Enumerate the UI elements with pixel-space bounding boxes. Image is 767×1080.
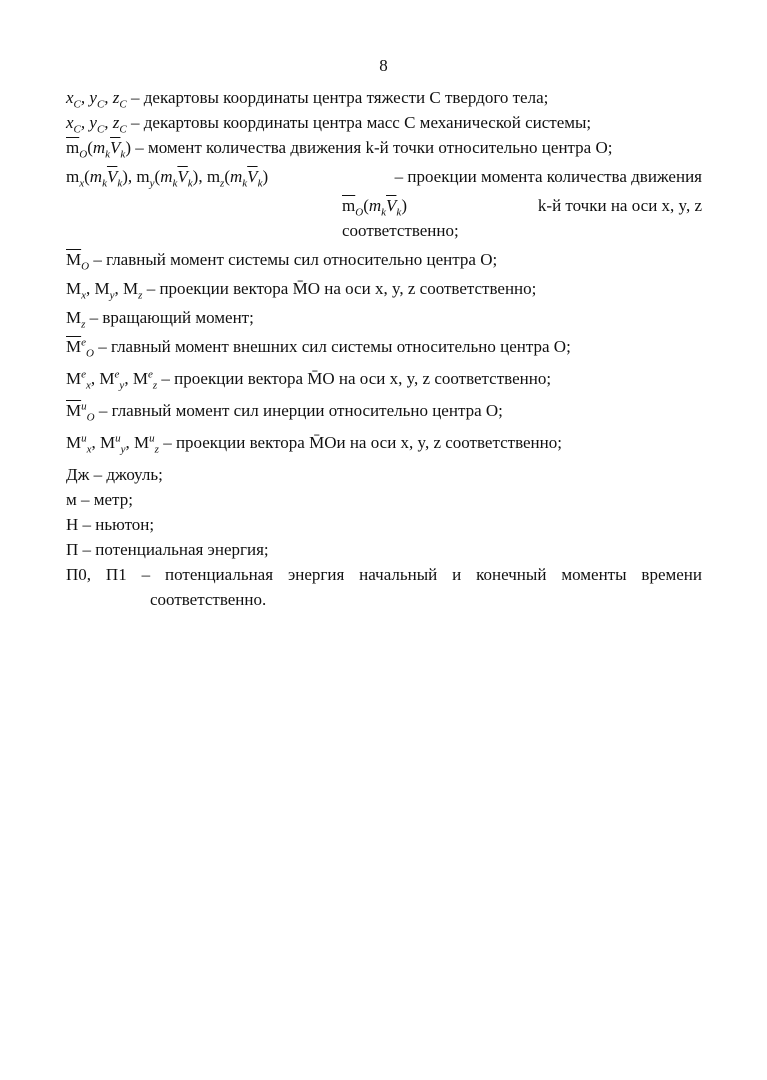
def-torque: $M_z$ – вращающий момент; [66, 308, 254, 331]
symbol-Mx-My-Mz: $M_x$, $M_y$, $M_z$ [66, 279, 143, 302]
page-number: 8 [379, 56, 388, 75]
def-inertia-moment-projections: $M^и_x$, $M^и_y$, $M^и_z$ – проекции вектора M̄Oи на оси x, y, z соответственно; [66, 432, 562, 456]
def-joule: Дж – джоуль; [66, 465, 163, 484]
def-momentum-moment: $\overline{m}_O(m_k\overline{V}_k)$ – момент количества движения k-й точки относительно центра O; [66, 138, 613, 161]
def-newton: Н – ньютон; [66, 515, 155, 534]
symbol-m-o-mkvk: $\overline{m}_O(m_k\overline{V}_k)$ [66, 138, 131, 161]
symbol-Mxyz-e: $M^e_x$, $M^e_y$, $M^e_z$ [66, 368, 158, 392]
def-inertia-moment: $\overline{M}^и_O$ – главный момент сил инерции относительно центра O; [66, 400, 503, 424]
symbol-Mxyz-i: $M^и_x$, $M^и_y$, $M^и_z$ [66, 432, 159, 456]
def-momentum-projections: $m_x(m_k\overline{V}_k)$, $m_y(m_k\overline{V}_k)$, $m_z(m_k\overline{V}_k)$ – проекции момента количества движения $\overline{m}_O(m_k\overline{V}_k)$ k-й точки на оси x, y, z соответственно; [66, 167, 702, 240]
def-potential-energy: П – потенциальная энергия; [66, 540, 269, 559]
def-meter: м – метр; [66, 490, 133, 509]
symbol-xyz-c: $x_C$, $y_C$, $z_C$ [66, 88, 127, 111]
symbol-MO-i: $\overline{M}^и_O$ [66, 400, 95, 424]
definitions-list [66, 86, 702, 611]
def-external-moment: $\overline{M}^e_O$ – главный момент внешних сил системы относительно центра O; [66, 336, 571, 360]
symbol-MO-e: $\overline{M}^e_O$ [66, 336, 94, 360]
def-center-of-mass: $x_C$, $y_C$, $z_C$ – декартовы координаты центра масс C механической системы; [66, 113, 592, 136]
def-main-moment-projections: $M_x$, $M_y$, $M_z$ – проекции вектора M̄O на оси x, y, z соответственно; [66, 279, 537, 302]
def-center-of-gravity: $x_C$, $y_C$, $z_C$ – декартовы координаты центра тяжести C твердого тела; [66, 88, 549, 111]
symbol-xyz-c: $x_C$, $y_C$, $z_C$ [66, 113, 127, 136]
symbol-m-o-mkvk: $\overline{m}_O(m_k\overline{V}_k)$ [342, 196, 407, 219]
def-potential-energy-times: П0, П1 – потенциальная энергия начальный и конечный моменты времени соответственно. [66, 565, 702, 609]
symbol-MO: $\overline{M}_O$ [66, 250, 90, 273]
def-external-moment-projections: $M^e_x$, $M^e_y$, $M^e_z$ – проекции вектора M̄O на оси x, y, z соответственно; [66, 368, 552, 392]
symbol-mx-my-mz: $m_x(m_k\overline{V}_k)$, $m_y(m_k\overline{V}_k)$, $m_z(m_k\overline{V}_k)$ [66, 167, 269, 190]
def-main-moment: $\overline{M}_O$ – главный момент системы сил относительно центра O; [66, 250, 498, 273]
symbol-Mz: $M_z$ [66, 308, 86, 331]
